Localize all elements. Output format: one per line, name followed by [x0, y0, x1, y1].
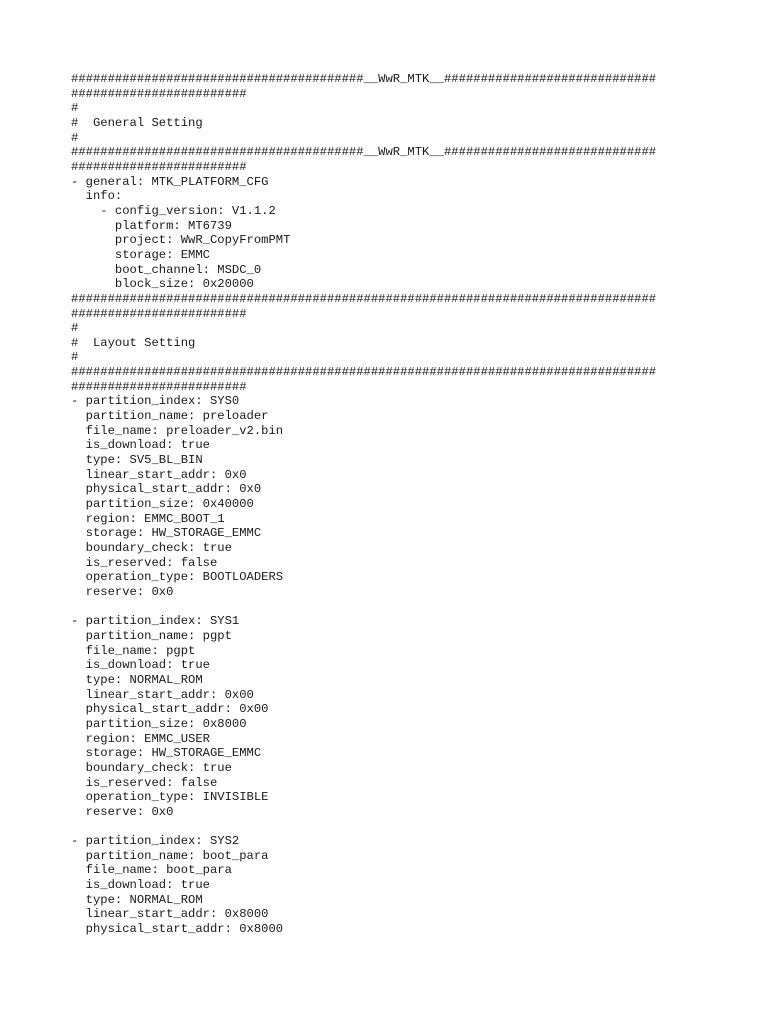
- text-line: operation_type: INVISIBLE: [71, 790, 269, 805]
- text-line: - config_version: V1.1.2: [71, 203, 276, 218]
- text-line: physical_start_addr: 0x00: [71, 702, 269, 717]
- text-line: ########################: [71, 379, 247, 394]
- text-line: type: NORMAL_ROM: [71, 892, 203, 907]
- text-line: is_download: true: [71, 658, 210, 673]
- text-line: boot_channel: MSDC_0: [71, 262, 262, 277]
- text-line: operation_type: BOOTLOADERS: [71, 570, 284, 585]
- text-line: region: EMMC_USER: [71, 731, 210, 746]
- text-line: partition_name: boot_para: [71, 848, 269, 863]
- text-line: file_name: pgpt: [71, 643, 196, 658]
- text-line: reserve: 0x0: [71, 584, 174, 599]
- text-line: #: [71, 350, 79, 365]
- text-line: ################################################################################: [71, 291, 657, 306]
- text-line: file_name: preloader_v2.bin: [71, 423, 284, 438]
- text-line: block_size: 0x20000: [71, 277, 254, 292]
- text-line: linear_start_addr: 0x8000: [71, 907, 269, 922]
- scatter-file-text: [71, 72, 761, 937]
- text-line: # General Setting: [71, 115, 203, 130]
- text-line: linear_start_addr: 0x0: [71, 467, 247, 482]
- text-line: file_name: boot_para: [71, 863, 232, 878]
- text-line: boundary_check: true: [71, 760, 232, 775]
- text-line: is_reserved: false: [71, 555, 218, 570]
- text-line: - partition_index: SYS2: [71, 834, 240, 849]
- text-line: partition_size: 0x40000: [71, 497, 254, 512]
- text-line: storage: HW_STORAGE_EMMC: [71, 526, 262, 541]
- text-line: physical_start_addr: 0x8000: [71, 922, 284, 937]
- text-line: storage: HW_STORAGE_EMMC: [71, 746, 262, 761]
- text-line: [71, 819, 761, 834]
- text-line: ########################: [71, 159, 247, 174]
- text-line: info:: [71, 189, 123, 204]
- text-line: partition_name: pgpt: [71, 628, 232, 643]
- text-line: #: [71, 321, 79, 336]
- text-line: ########################################__WwR_MTK__#############################: [71, 72, 657, 86]
- text-line: - general: MTK_PLATFORM_CFG: [71, 174, 269, 189]
- text-line: boundary_check: true: [71, 541, 232, 555]
- text-line: linear_start_addr: 0x00: [71, 687, 254, 702]
- text-line: - partition_index: SYS1: [71, 614, 240, 629]
- text-line: type: NORMAL_ROM: [71, 672, 203, 687]
- text-line: is_download: true: [71, 878, 210, 893]
- text-line: project: WwR_CopyFromPMT: [71, 233, 291, 248]
- text-line: ########################################__WwR_MTK__#############################: [71, 145, 657, 160]
- text-line: is_reserved: false: [71, 775, 218, 790]
- text-line: partition_size: 0x8000: [71, 716, 247, 731]
- text-line: reserve: 0x0: [71, 804, 174, 819]
- text-line: - partition_index: SYS0: [71, 394, 240, 409]
- text-line: ########################: [71, 86, 247, 101]
- text-line: platform: MT6739: [71, 218, 232, 233]
- text-line: storage: EMMC: [71, 247, 210, 262]
- text-line: #: [71, 130, 79, 145]
- text-line: physical_start_addr: 0x0: [71, 482, 262, 497]
- text-line: is_download: true: [71, 438, 210, 453]
- text-line: # Layout Setting: [71, 335, 196, 350]
- text-line: [71, 600, 761, 615]
- text-line: region: EMMC_BOOT_1: [71, 511, 225, 526]
- text-line: ########################: [71, 306, 247, 321]
- text-line: ################################################################################: [71, 365, 657, 380]
- text-line: #: [71, 101, 79, 116]
- text-line: type: SV5_BL_BIN: [71, 453, 203, 468]
- text-line: partition_name: preloader: [71, 409, 269, 424]
